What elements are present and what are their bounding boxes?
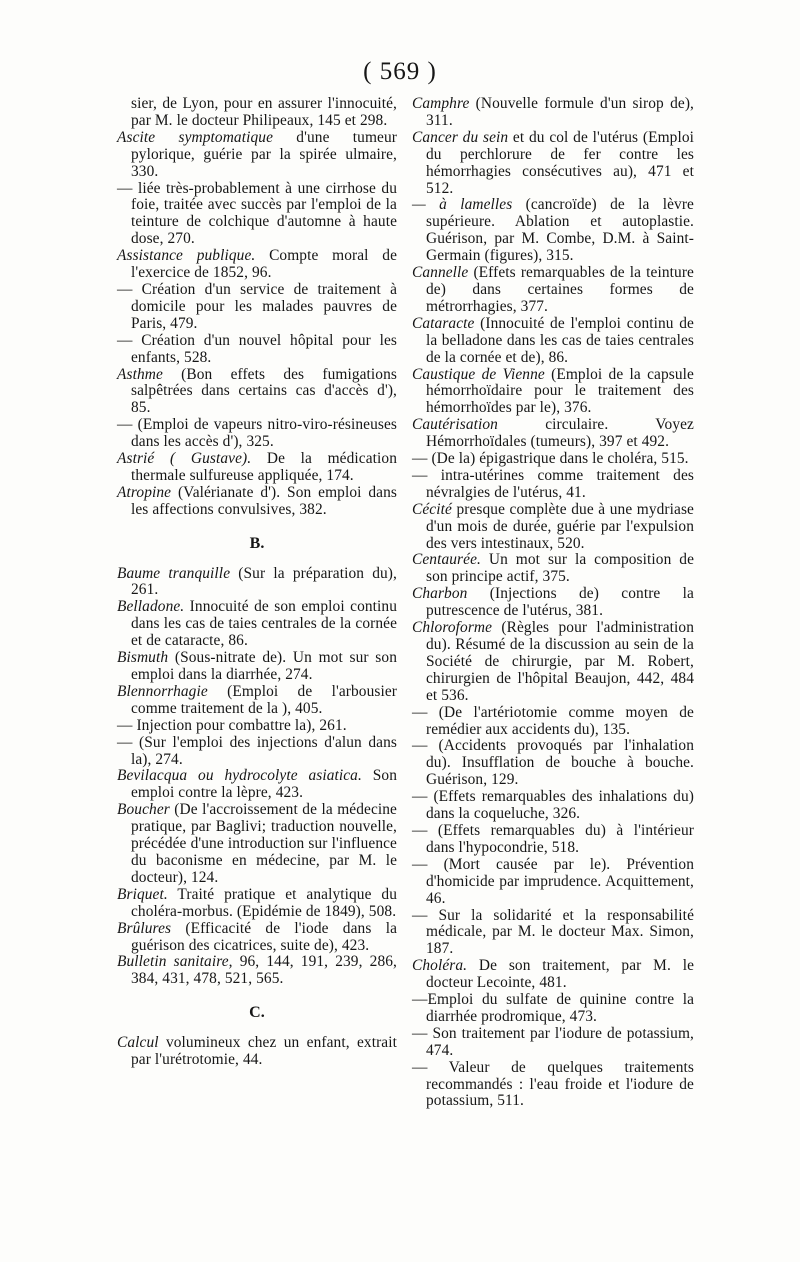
index-entry: [117, 768, 397, 802]
entry-text: — (Accidents provoqués par l'inhalation du). Insufflation de bouche à bouche. Guérison, 129.: [412, 737, 694, 789]
index-entry: [412, 908, 694, 959]
entry-text: volumineux chez un enfant, extrait par l'urétrotomie, 44.: [131, 1034, 397, 1069]
entry-headword: Charbon: [412, 585, 468, 603]
entry-headword: Calcul: [117, 1034, 159, 1052]
entry-text: Un mot sur la composition de son principe actif, 375.: [426, 551, 694, 586]
entry-headword: Boucher: [117, 801, 170, 819]
index-entry: [117, 735, 397, 769]
entry-text: (Injections de) contre la putrescence de l'utérus, 381.: [426, 585, 694, 620]
entry-headword: Cancer du sein: [412, 128, 509, 146]
index-entry: [117, 684, 397, 718]
index-entry: [412, 857, 694, 908]
entry-text: — (Effets remarquables des inhalations du) dans la coqueluche, 326.: [412, 788, 694, 823]
index-entry: [117, 802, 397, 887]
entry-text: d'une tumeur pylorique, guérie par la spirée ulmaire, 330.: [131, 128, 397, 180]
entry-text: sier, de Lyon, pour en assurer l'innocuité, par M. le docteur Philipeaux, 145 et 298.: [131, 95, 397, 129]
index-entry: [412, 738, 694, 789]
index-entry: [412, 367, 694, 418]
entry-text: (De l'accroissement de la médecine pratique, par Baglivi; traduction nouvelle, précédée d'une introduction sur l'influence du baconisme en médecine, par M. le docteur), 124.: [131, 801, 397, 886]
entry-headword: Cannelle: [412, 264, 469, 282]
entry-text: (Sous-nitrate de). Un mot sur son emploi dans la diarrhée, 274.: [131, 649, 397, 683]
index-entry: [117, 718, 397, 735]
section-letter: C.: [249, 1004, 265, 1022]
entry-text: De la médication thermale sulfureuse appliquée, 174.: [131, 450, 397, 484]
entry-text: Innocuité de son emploi continu dans les cas de taies centrales de la cornée et de cataracte, 86.: [131, 598, 397, 650]
entry-text: — (De la) épigastrique dans le choléra, 515.: [412, 450, 689, 468]
index-entry: [117, 417, 397, 451]
entry-text: — Sur la solidarité et la responsabilité médicale, par M. le docteur Max. Simon, 187.: [412, 906, 694, 958]
index-entry: [412, 502, 694, 553]
entry-headword: Ascite symptomatique: [117, 128, 273, 146]
entry-headword: Brûlures: [117, 919, 172, 937]
entry-headword: Asthme: [117, 365, 163, 383]
entry-text: — liée très-probablement à une cirrhose du foie, traitée avec succès par l'emploi de la teinture de colchique d'automne à haute dose, 270.: [117, 179, 397, 248]
index-entry: [117, 451, 397, 485]
index-entry: [412, 417, 694, 451]
entry-text: — Création d'un nouvel hôpital pour les enfants, 528.: [117, 331, 397, 366]
entry-headword: Assistance publique.: [117, 247, 256, 265]
entry-text: (Valérianate d'). Son emploi dans les affections convulsives, 382.: [131, 483, 397, 518]
entry-headword: Bismuth: [117, 649, 169, 667]
index-entry: [412, 96, 694, 130]
entry-text: — Valeur de quelques traitements recommandés : l'eau froide et l'iodure de potassium, 511.: [412, 1058, 694, 1110]
entry-text: (Règles pour l'administration du). Résumé de la discussion au sein de la Société de chirurgie, par M. Robert, chirurgien de l'hôpital Beaujon, 442, 484 et 536.: [426, 619, 694, 704]
entry-text: circulaire. Voyez Hémorrhoïdales (tumeurs), 397 et 492.: [426, 416, 694, 451]
entry-headword: Choléra.: [412, 957, 468, 975]
index-entry: [117, 96, 397, 130]
entry-text: 96, 144, 191, 239, 286, 384, 431, 478, 521, 565.: [131, 953, 397, 988]
entry-headword: Cautérisation: [412, 416, 498, 434]
entry-text: (Nouvelle formule d'un sirop de), 311.: [426, 95, 694, 129]
index-entry: [117, 921, 397, 955]
index-entry: [117, 181, 397, 249]
index-entry: [412, 705, 694, 739]
entry-text: Traité pratique et analytique du choléra-morbus. (Epidémie de 1849), 508.: [131, 885, 397, 920]
entry-text: (Innocuité de l'emploi continu de la belladone dans les cas de taies centrales de la cornée et de), 86.: [426, 314, 694, 366]
index-entry: [117, 130, 397, 181]
entry-headword: Baume tranquille: [117, 564, 231, 582]
index-entry: [117, 333, 397, 367]
entry-text: — Son traitement par l'iodure de potassium, 474.: [412, 1024, 694, 1059]
entry-headword: Centaurée.: [412, 551, 481, 569]
index-entry: [117, 248, 397, 282]
entry-text: (Efficacité de l'iode dans la guérison des cicatrices, suite de), 423.: [131, 919, 397, 954]
entry-headword: Camphre: [412, 95, 470, 112]
entry-text: — (De l'artériotomie comme moyen de remédier aux accidents du), 135.: [412, 703, 694, 738]
entry-headword: Blennorrhagie: [117, 682, 208, 700]
right-column: [412, 96, 694, 1110]
entry-text: (Effets remarquables de la teinture de) dans certaines formes de métrorrhagies, 377.: [426, 264, 694, 315]
entry-text: (Emploi de l'arbousier comme traitement de la ), 405.: [131, 682, 397, 717]
entry-text: — (Effets remarquables du) à l'intérieur dans l'hypocondrie, 518.: [412, 821, 694, 856]
entry-text: (Bon effets des fumigations salpêtrées dans certains cas d'accès d'), 85.: [131, 365, 397, 417]
index-entry: [412, 586, 694, 620]
index-entry: [412, 451, 694, 468]
entry-headword: Belladone.: [117, 598, 185, 616]
index-entry: [117, 599, 397, 650]
entry-headword: Caustique de Vienne: [412, 365, 545, 383]
index-entry: [412, 316, 694, 367]
index-entry: [412, 789, 694, 823]
index-entry: [412, 620, 694, 705]
index-entry: [412, 197, 694, 265]
index-entry: [412, 958, 694, 992]
index-entry: [412, 1060, 694, 1111]
entry-text: — intra-utérines comme traitement des névralgies de l'utérus, 41.: [412, 466, 694, 501]
entry-text: presque complète due à une mydriase d'un mois de durée, guérie par l'expulsion des vers intestinaux, 520.: [426, 500, 694, 552]
entry-headword: Astrié ( Gustave).: [117, 450, 252, 468]
entry-text: — (Sur l'emploi des injections d'alun dans la), 274.: [117, 733, 397, 768]
entry-text: — Injection pour combattre la), 261.: [117, 716, 347, 734]
index-entry: [412, 1026, 694, 1060]
index-entry: [117, 485, 397, 519]
entry-headword: Bevilacqua ou hydrocolyte asiatica.: [117, 767, 362, 785]
entry-text: (Sur la préparation du), 261.: [131, 564, 397, 599]
entry-text: (cancroïde) de la lèvre supérieure. Ablation et autoplastie. Guérison, par M. Combe, D.M. à Saint-Germain (figures), 315.: [426, 196, 694, 265]
entry-text: De son traitement, par M. le docteur Lecointe, 481.: [426, 957, 694, 992]
entry-text: Son emploi contre la lèpre, 423.: [131, 767, 397, 802]
index-entry: [117, 887, 397, 921]
index-entry: [117, 954, 397, 988]
entry-headword: Cataracte: [412, 314, 475, 332]
index-entry: [412, 552, 694, 586]
entry-text: (Emploi de la capsule hémorrhoïdaire pour le traitement des hémorrhoïdes par le), 376.: [426, 365, 694, 417]
index-entry: [412, 468, 694, 502]
index-entry: [412, 992, 694, 1026]
entry-headword: Atropine: [117, 483, 172, 501]
index-entry: [117, 566, 397, 600]
index-entry: [412, 130, 694, 198]
index-entry: [117, 282, 397, 333]
entry-text: — Création d'un service de traitement à domicile pour les malades pauvres de Paris, 479.: [117, 280, 397, 332]
index-entry: [117, 367, 397, 418]
entry-text: et du col de l'utérus (Emploi du perchlorure de fer contre les hémorrhagies consécutives au), 471 et 512.: [426, 128, 694, 197]
entry-text: — (Emploi de vapeurs nitro-viro-résineuses dans les accès d'), 325.: [117, 416, 397, 451]
entry-headword: Chloroforme: [412, 619, 493, 637]
index-entry: [117, 650, 397, 684]
index-entry: [117, 1035, 397, 1069]
index-entry: [412, 823, 694, 857]
entry-headword: Cécité: [412, 500, 452, 518]
left-column: [117, 96, 397, 1069]
index-entry: [412, 265, 694, 316]
entry-text: —Emploi du sulfate de quinine contre la diarrhée prodromique, 473.: [412, 991, 694, 1025]
entry-headword: Briquet.: [117, 885, 168, 903]
section-letter: B.: [249, 534, 265, 552]
entry-headword: — à lamelles: [412, 196, 513, 214]
entry-headword: Bulletin sanitaire,: [117, 953, 233, 971]
entry-text: Compte moral de l'exercice de 1852, 96.: [131, 247, 397, 282]
page-number: ( 569 ): [363, 58, 437, 85]
entry-text: — (Mort causée par le). Prévention d'homicide par imprudence. Acquittement, 46.: [412, 855, 694, 907]
